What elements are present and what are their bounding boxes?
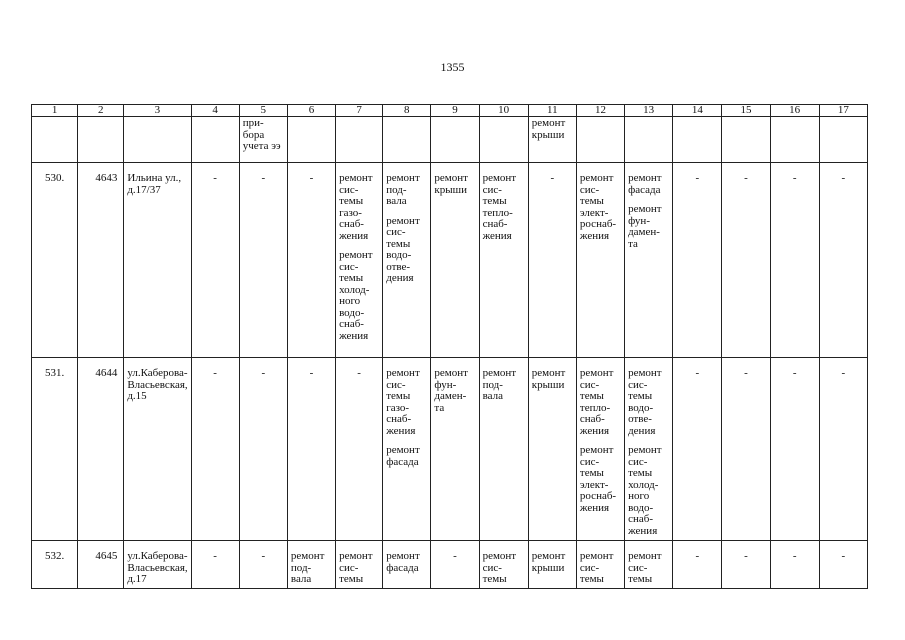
empty-mark: - bbox=[287, 358, 335, 541]
work-type-cell bbox=[383, 163, 431, 358]
work-text-line: ремонт bbox=[628, 444, 662, 456]
work-text-line: фун- bbox=[434, 378, 457, 391]
work-text-line: ремонт bbox=[531, 367, 566, 379]
work-text-line: отве- bbox=[386, 260, 411, 273]
empty-mark: - bbox=[191, 541, 239, 589]
table-cell bbox=[625, 117, 673, 163]
work-text-line: снаб- bbox=[339, 318, 364, 330]
work-text-line: ремонт bbox=[628, 203, 662, 215]
work-text-line: темы bbox=[339, 195, 364, 207]
work-text-line: та bbox=[628, 237, 638, 250]
work-type-cell bbox=[576, 358, 624, 541]
empty-mark: - bbox=[722, 163, 770, 358]
column-number-cell: 16 bbox=[770, 105, 819, 117]
address-line: Ильина ул., bbox=[127, 172, 182, 184]
work-text-line: та bbox=[434, 401, 445, 414]
work-text-line: вала bbox=[290, 573, 312, 585]
work-text-line: сис- bbox=[482, 561, 502, 574]
column-number-cell: 7 bbox=[336, 105, 383, 117]
work-text-line: сис- bbox=[386, 226, 406, 238]
work-text-line: дамен- bbox=[434, 390, 467, 402]
work-text-line: ремонт bbox=[579, 444, 614, 456]
work-text-line: холод- bbox=[628, 478, 659, 491]
empty-mark: - bbox=[673, 541, 722, 589]
work-text-line: ремонт bbox=[339, 550, 373, 562]
column-number-cell: 2 bbox=[78, 105, 124, 117]
cell-line: учета ээ bbox=[242, 140, 281, 152]
work-text-line: темы bbox=[628, 390, 653, 402]
work-text-line: тепло- bbox=[579, 401, 611, 414]
work-text-line: ремонт bbox=[386, 214, 420, 227]
table-cell bbox=[78, 117, 124, 163]
work-text-line: темы bbox=[386, 390, 411, 402]
works-table bbox=[31, 104, 868, 589]
work-type-cell bbox=[625, 163, 673, 358]
work-text-line: сис- bbox=[628, 561, 648, 574]
column-number-cell: 6 bbox=[287, 105, 335, 117]
work-text-line: ремонт bbox=[386, 444, 420, 456]
work-text-line: ремонт bbox=[628, 367, 662, 379]
empty-mark: - bbox=[819, 358, 867, 541]
work-text-line: ремонт bbox=[628, 550, 662, 562]
table-row bbox=[32, 163, 868, 358]
building-id: 4643 bbox=[78, 163, 124, 358]
work-type-cell bbox=[431, 358, 479, 541]
work-text-line: темы bbox=[579, 390, 604, 402]
work-text-line: роснаб- bbox=[579, 490, 617, 502]
work-text-line: водо- bbox=[628, 401, 654, 414]
table-cell bbox=[124, 117, 191, 163]
work-text-line: ремонт bbox=[386, 367, 420, 379]
work-type-cell bbox=[431, 163, 479, 358]
table-row bbox=[32, 541, 868, 589]
empty-mark: - bbox=[770, 358, 819, 541]
work-text-line: сис- bbox=[339, 561, 359, 574]
work-text-line: сис- bbox=[579, 183, 600, 196]
work-text-line: снаб- bbox=[482, 218, 508, 230]
table-cell bbox=[431, 117, 479, 163]
empty-mark: - bbox=[239, 163, 287, 358]
work-text-line: под- bbox=[386, 183, 407, 196]
table-cell bbox=[383, 117, 431, 163]
address-line: д.17/37 bbox=[127, 183, 161, 196]
work-text-line: ремонт bbox=[386, 172, 420, 184]
work-text-line: сис- bbox=[628, 455, 648, 468]
work-text-line: жения bbox=[339, 329, 369, 342]
empty-mark: - bbox=[819, 541, 867, 589]
work-text-line: ного bbox=[339, 295, 361, 307]
work-text-line: сис- bbox=[482, 183, 502, 196]
column-number-cell: 9 bbox=[431, 105, 479, 117]
work-text-line: темы bbox=[579, 467, 604, 479]
address-line: ул.Каберова- bbox=[127, 367, 188, 379]
building-id: 4645 bbox=[78, 541, 124, 589]
work-text-line: ремонт bbox=[579, 367, 614, 379]
work-text-line: жения bbox=[579, 229, 610, 242]
work-text-line: фасада bbox=[628, 183, 661, 196]
column-number-cell: 17 bbox=[819, 105, 867, 117]
column-number-cell: 5 bbox=[239, 105, 287, 117]
work-text-line: темы bbox=[628, 573, 653, 585]
work-text-line: темы bbox=[579, 573, 604, 585]
work-type-cell bbox=[625, 358, 673, 541]
work-text-line: ремонт bbox=[386, 550, 420, 562]
column-number-cell: 10 bbox=[479, 105, 528, 117]
work-text-line: вала bbox=[386, 195, 407, 207]
table-row bbox=[32, 358, 868, 541]
table-cell bbox=[479, 117, 528, 163]
work-text-line: отве- bbox=[628, 413, 652, 425]
address-cell bbox=[124, 358, 191, 541]
column-number-cell: 12 bbox=[576, 105, 624, 117]
column-number-cell: 3 bbox=[124, 105, 191, 117]
work-text-line: сис- bbox=[339, 260, 359, 273]
work-text-line: сис- bbox=[579, 455, 600, 468]
work-text-line: жения bbox=[386, 424, 416, 437]
work-text-line: ремонт bbox=[434, 172, 468, 184]
column-number-cell: 13 bbox=[625, 105, 673, 117]
work-text-line: снаб- bbox=[386, 413, 412, 425]
table-cell bbox=[32, 117, 78, 163]
work-text-line: дения bbox=[628, 424, 656, 437]
empty-mark: - bbox=[191, 163, 239, 358]
empty-mark: - bbox=[673, 163, 722, 358]
work-type-cell bbox=[528, 541, 576, 589]
work-type-cell bbox=[576, 163, 624, 358]
work-type-cell bbox=[576, 541, 624, 589]
work-text-line: темы bbox=[339, 573, 364, 585]
work-text-line: водо- bbox=[339, 306, 365, 319]
work-text-line: дамен- bbox=[628, 226, 660, 238]
work-text-line: крыши bbox=[531, 378, 565, 391]
address-line: Власьевская, bbox=[127, 561, 188, 574]
work-text-line: жения bbox=[339, 229, 369, 242]
empty-mark: - bbox=[770, 163, 819, 358]
work-text-line: жения bbox=[628, 524, 658, 537]
work-text-line: темы bbox=[482, 195, 507, 207]
empty-mark: - bbox=[287, 163, 335, 358]
work-type-cell bbox=[625, 541, 673, 589]
table-cell bbox=[673, 117, 722, 163]
work-text-line: фасада bbox=[386, 455, 419, 468]
page-number: 1355 bbox=[440, 60, 465, 74]
work-text-line: холод- bbox=[339, 283, 370, 296]
cell-line: ремонт bbox=[531, 117, 566, 129]
work-text-line: ремонт bbox=[290, 550, 325, 562]
work-text-line: водо- bbox=[386, 249, 412, 261]
work-text-line: фун- bbox=[628, 214, 650, 227]
column-number-cell: 14 bbox=[673, 105, 722, 117]
work-text-line: элект- bbox=[579, 206, 609, 219]
work-text-line: жения bbox=[579, 501, 610, 514]
table-cell bbox=[770, 117, 819, 163]
row-number: 530. bbox=[32, 163, 78, 358]
empty-mark: - bbox=[239, 358, 287, 541]
work-text-line: сис- bbox=[339, 183, 359, 196]
work-text-line: под- bbox=[482, 378, 503, 391]
column-number-cell: 11 bbox=[528, 105, 576, 117]
empty-mark: - bbox=[673, 358, 722, 541]
work-text-line: сис- bbox=[579, 378, 600, 391]
empty-mark: - bbox=[819, 163, 867, 358]
work-text-line: жения bbox=[579, 424, 610, 437]
work-text-line: темы bbox=[482, 573, 507, 585]
table-cell bbox=[287, 117, 335, 163]
table-cell bbox=[239, 117, 287, 163]
work-text-line: ремонт bbox=[339, 249, 373, 261]
work-text-line: темы bbox=[579, 195, 604, 207]
work-text-line: газо- bbox=[339, 206, 362, 219]
address-line: ул.Каберова- bbox=[127, 550, 188, 562]
empty-mark: - bbox=[722, 541, 770, 589]
work-text-line: темы bbox=[339, 272, 364, 284]
table-cell bbox=[576, 117, 624, 163]
building-id: 4644 bbox=[78, 358, 124, 541]
cell-line: бора bbox=[242, 128, 265, 141]
row-number: 531. bbox=[32, 358, 78, 541]
column-number-cell: 8 bbox=[383, 105, 431, 117]
address-cell bbox=[124, 541, 191, 589]
table-cell bbox=[191, 117, 239, 163]
work-text-line: ремонт bbox=[482, 550, 517, 562]
work-text-line: сис- bbox=[386, 378, 406, 391]
work-type-cell bbox=[336, 163, 383, 358]
work-text-line: жения bbox=[482, 229, 512, 242]
empty-mark: - bbox=[770, 541, 819, 589]
address-line: Власьевская, bbox=[127, 378, 188, 391]
empty-mark: - bbox=[528, 163, 576, 358]
work-text-line: водо- bbox=[628, 501, 654, 514]
address-line: д.15 bbox=[127, 390, 147, 402]
column-number-cell: 1 bbox=[32, 105, 78, 117]
work-text-line: под- bbox=[290, 561, 312, 574]
cell-line: крыши bbox=[531, 128, 565, 141]
address-cell bbox=[124, 163, 191, 358]
work-type-cell bbox=[287, 541, 335, 589]
work-text-line: ремонт bbox=[339, 172, 373, 184]
empty-mark: - bbox=[336, 358, 383, 541]
work-text-line: снаб- bbox=[579, 413, 605, 425]
work-text-line: тепло- bbox=[482, 206, 513, 219]
work-type-cell bbox=[528, 358, 576, 541]
empty-mark: - bbox=[191, 358, 239, 541]
work-text-line: ремонт bbox=[434, 367, 468, 379]
work-text-line: темы bbox=[628, 467, 653, 479]
work-type-cell bbox=[479, 541, 528, 589]
column-number-cell: 15 bbox=[722, 105, 770, 117]
work-type-cell bbox=[383, 358, 431, 541]
work-text-line: сис- bbox=[579, 561, 600, 574]
work-text-line: крыши bbox=[434, 183, 467, 196]
table-cell bbox=[528, 117, 576, 163]
work-text-line: сис- bbox=[628, 378, 648, 391]
continued-row bbox=[32, 117, 868, 163]
work-text-line: снаб- bbox=[628, 513, 653, 525]
work-type-cell bbox=[479, 358, 528, 541]
cell-line: при- bbox=[242, 117, 264, 129]
table-cell bbox=[819, 117, 867, 163]
work-text-line: элект- bbox=[579, 478, 609, 491]
work-type-cell bbox=[479, 163, 528, 358]
work-text-line: газо- bbox=[386, 401, 410, 414]
address-line: д.17 bbox=[127, 573, 147, 585]
work-type-cell bbox=[336, 541, 383, 589]
work-text-line: вала bbox=[482, 390, 503, 402]
work-text-line: крыши bbox=[531, 561, 565, 574]
column-number-cell: 4 bbox=[191, 105, 239, 117]
table-cell bbox=[336, 117, 383, 163]
work-text-line: ремонт bbox=[482, 367, 517, 379]
row-number: 532. bbox=[32, 541, 78, 589]
work-text-line: ремонт bbox=[579, 172, 614, 184]
work-text-line: снаб- bbox=[339, 218, 364, 230]
table-cell bbox=[722, 117, 770, 163]
work-text-line: ного bbox=[628, 490, 650, 502]
work-text-line: темы bbox=[386, 237, 411, 250]
work-text-line: дения bbox=[386, 272, 414, 284]
empty-mark: - bbox=[431, 541, 479, 589]
work-text-line: ремонт bbox=[531, 550, 566, 562]
work-text-line: ремонт bbox=[579, 550, 614, 562]
work-text-line: роснаб- bbox=[579, 218, 617, 230]
work-text-line: фасада bbox=[386, 561, 419, 574]
column-number-row bbox=[32, 105, 868, 117]
empty-mark: - bbox=[239, 541, 287, 589]
work-text-line: ремонт bbox=[482, 172, 517, 184]
empty-mark: - bbox=[722, 358, 770, 541]
work-type-cell bbox=[383, 541, 431, 589]
work-text-line: ремонт bbox=[628, 172, 662, 184]
